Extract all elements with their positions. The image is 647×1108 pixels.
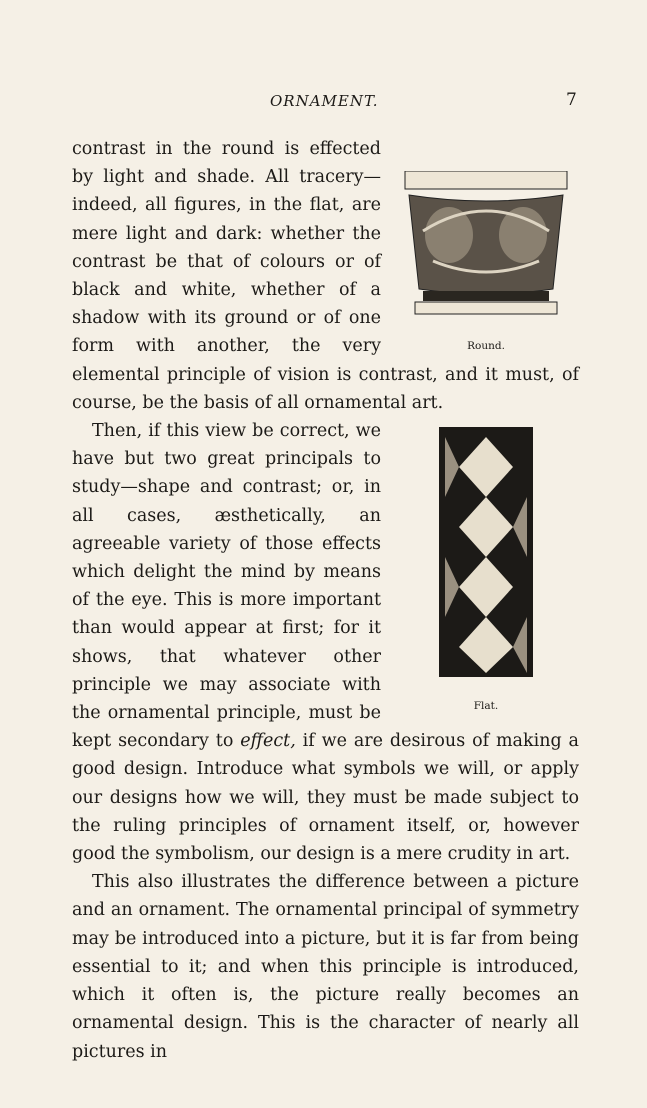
round-capital-illustration	[393, 171, 579, 321]
paragraph-3: This also illustrates the difference between a picture and an ornament. The ornamental principal of symmetry may be introduced into a picture, but it is far from being essential to it; and when this principle is introduced, which it often is, the picture really becomes an ornamental design. This is the character of nearly all pictures in	[72, 872, 579, 1062]
page-number: 7	[566, 90, 577, 110]
flat-pattern-figure	[393, 425, 579, 715]
paragraph-2: Then, if this view be correct, we have but two great principals to study—shape and contrast; or, in all cases, æsthetically, an agreeable variety of those effects which delight the mind by means of the eye. This is more important than would appear at first; for it shows, that whatever other principle we may associate with the ornamental principle, must be kept secondary to effect, if we are desirous of making a good design. Introduce what symbols we will, or apply our designs how we will, they must be made subject to the ruling principles of ornament itself, or, however good the symbolism, our design is a mere crudity in art.	[72, 421, 579, 865]
emphasis-effect: effect,	[240, 731, 296, 752]
round-capital-figure	[393, 171, 579, 353]
running-title: ORNAMENT.	[270, 92, 379, 110]
flat-caption: Flat.	[473, 700, 499, 713]
body-text	[72, 135, 579, 1066]
paragraph-1: contrast in the round is effected by light and shade. All tracery—indeed, all figures, in the flat, are mere light and dark: whether the contrast be that of colours or of black and white, whether of a shadow with its ground or of one form with another, the very elemental principle of vision is contrast, and it must, of course, be the basis of all ornamental art.	[72, 139, 579, 413]
flat-pattern-illustration	[393, 425, 579, 681]
round-caption: Round.	[467, 340, 505, 353]
